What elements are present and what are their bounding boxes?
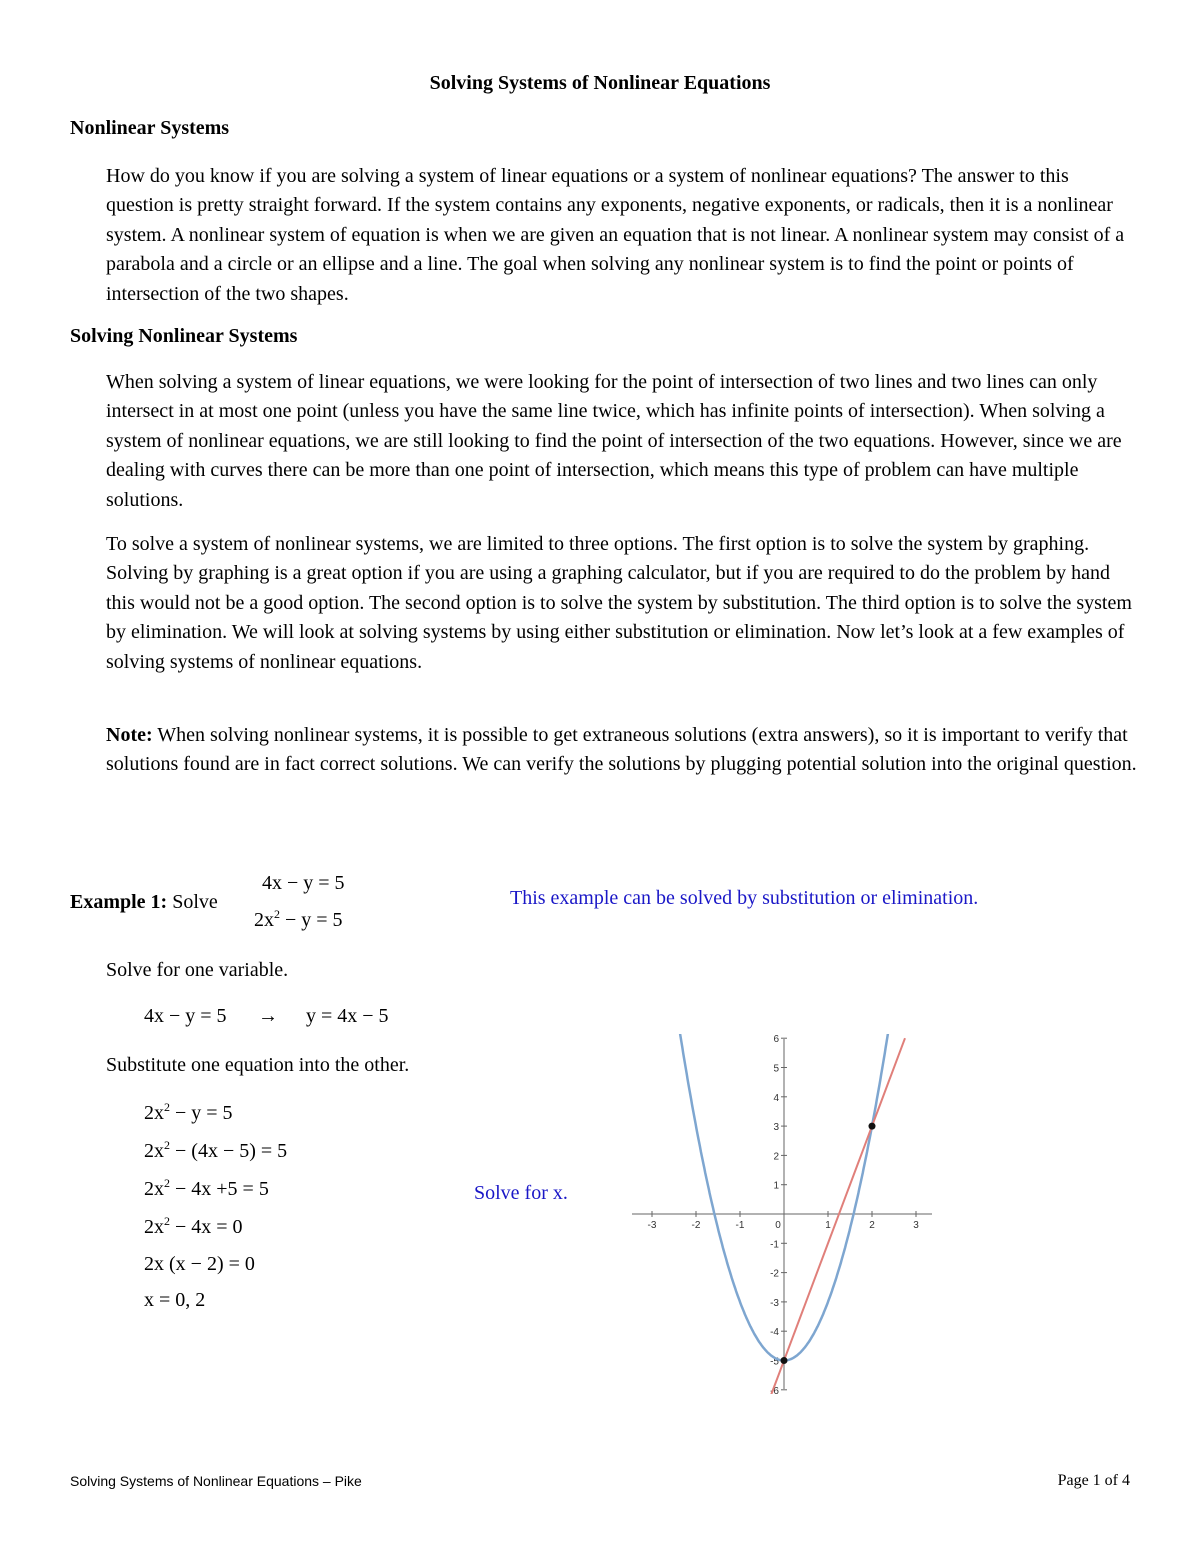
note-paragraph xyxy=(106,721,1138,780)
work-line: x = 0, 2 xyxy=(144,1289,206,1311)
x-tick-label: -1 xyxy=(735,1220,745,1231)
y-tick-label: 5 xyxy=(773,1063,779,1075)
exponent: 2 xyxy=(274,907,280,921)
example-1-solve-word: Solve xyxy=(172,891,218,913)
example-1-label-group xyxy=(70,891,218,914)
eq-part: − (4x − 5) = 5 xyxy=(170,1140,288,1162)
section-heading-solving-nonlinear-systems: Solving Nonlinear Systems xyxy=(70,325,298,347)
intersection-point xyxy=(781,1357,788,1364)
arrow-icon: → xyxy=(258,1005,278,1027)
x-tick-label: 3 xyxy=(913,1220,919,1231)
step1-equation-left: 4x − y = 5 xyxy=(144,1005,227,1027)
y-tick-label: -6 xyxy=(770,1385,779,1394)
y-tick-label: 3 xyxy=(773,1122,779,1134)
side-note: Solve for x. xyxy=(474,1182,568,1204)
eq-part: − 4x +5 = 5 xyxy=(170,1178,269,1200)
section-heading-nonlinear-systems: Nonlinear Systems xyxy=(70,117,230,139)
eq-part: 2x xyxy=(254,909,274,931)
example-1-label: Example 1: xyxy=(70,891,168,913)
eq-part: 2x xyxy=(144,1102,164,1124)
line-curve xyxy=(771,1038,905,1394)
y-tick-label: -3 xyxy=(770,1297,779,1309)
x-tick-label: -2 xyxy=(691,1220,701,1231)
step2-text: Substitute one equation into the other. xyxy=(106,1054,410,1076)
paragraph-solving-1 xyxy=(106,368,1138,515)
x-tick-label: 1 xyxy=(825,1220,831,1231)
x-tick-label: -3 xyxy=(647,1220,657,1231)
note-text: When solving nonlinear systems, it is possible to get extraneous solutions (extra answers), so it is important to verify that solutions found are in fact correct solutions. We can verify the solutions by plugging potential solution into the original question. xyxy=(106,724,1137,776)
footer-left: Solving Systems of Nonlinear Equations – Pike xyxy=(70,1473,362,1489)
system-equation-1: 4x − y = 5 xyxy=(262,872,345,894)
exponent: 2 xyxy=(164,1176,170,1190)
y-tick-label: 4 xyxy=(773,1092,779,1104)
y-tick-label: 6 xyxy=(773,1034,779,1046)
footer-right: Page 1 of 4 xyxy=(1057,1472,1130,1489)
work-line xyxy=(144,1216,243,1239)
note-label: Note: xyxy=(106,724,153,746)
intersection-point xyxy=(869,1123,876,1130)
work-line xyxy=(144,1102,233,1125)
paragraph-text: How do you know if you are solving a system of linear equations or a system of nonlinear equations? The answer to this question is pretty straight forward. If the system contains any exponents, negative exponents, or radicals, then it is a nonlinear system. A nonlinear system of equation is when we are given an equation that is not linear. A nonlinear system may consist of a parabola and a circle or an ellipse and a line. The goal when solving any nonlinear system is to find the point or points of intersection of the two shapes. xyxy=(106,165,1125,305)
graph xyxy=(632,1034,942,1394)
eq-part: 2x xyxy=(144,1178,164,1200)
y-tick-label: 2 xyxy=(773,1151,779,1163)
work-line xyxy=(144,1178,269,1201)
exponent: 2 xyxy=(164,1100,170,1114)
example-note: This example can be solved by substitution or elimination. xyxy=(510,887,979,909)
document-title: Solving Systems of Nonlinear Equations xyxy=(429,72,771,94)
x-tick-label: 2 xyxy=(869,1220,875,1231)
eq-part: 2x xyxy=(144,1140,164,1162)
eq-part: − y = 5 xyxy=(280,909,343,931)
axes xyxy=(632,1039,932,1389)
y-tick-label: -1 xyxy=(770,1239,779,1251)
exponent: 2 xyxy=(164,1214,170,1228)
system-equation-2 xyxy=(254,909,343,932)
work-line xyxy=(144,1140,287,1163)
paragraph-text: When solving a system of linear equations, we were looking for the point of intersection of two lines and two lines can only intersect in at most one point (unless you have the same line twice, which has infinite points of intersection). When solving a system of nonlinear equations, we are still looking to find the point of intersection of the two equations. However, since we are dealing with curves there can be more than one point of intersection, which means this type of problem can have multiple solutions. xyxy=(106,371,1122,511)
eq-part: − y = 5 xyxy=(170,1102,233,1124)
eq-part: − 4x = 0 xyxy=(170,1216,243,1238)
x-tick-label: 0 xyxy=(775,1220,781,1231)
y-tick-label: 1 xyxy=(773,1180,779,1192)
paragraph-nonlinear-systems xyxy=(106,162,1138,309)
paragraph-text: To solve a system of nonlinear systems, we are limited to three options. The first option is to solve the system by graphing. Solving by graphing is a great option if you are using a graphing calculator, but if you are required to do the problem by hand this would not be a good option. The second option is to solve the system by substitution. The third option is to solve the system by elimination. We will look at solving systems by using either substitution or elimination. Now let’s look at a few examples of solving systems of nonlinear equations. xyxy=(106,533,1132,673)
work-line: 2x (x − 2) = 0 xyxy=(144,1253,255,1275)
step1-text: Solve for one variable. xyxy=(106,959,289,981)
exponent: 2 xyxy=(164,1138,170,1152)
y-tick-label: -2 xyxy=(770,1268,779,1280)
step1-equation-right: y = 4x − 5 xyxy=(306,1005,389,1027)
paragraph-solving-2 xyxy=(106,530,1138,677)
y-tick-label: -4 xyxy=(770,1327,779,1339)
eq-part: 2x xyxy=(144,1216,164,1238)
y-tick-label: -5 xyxy=(770,1356,779,1368)
